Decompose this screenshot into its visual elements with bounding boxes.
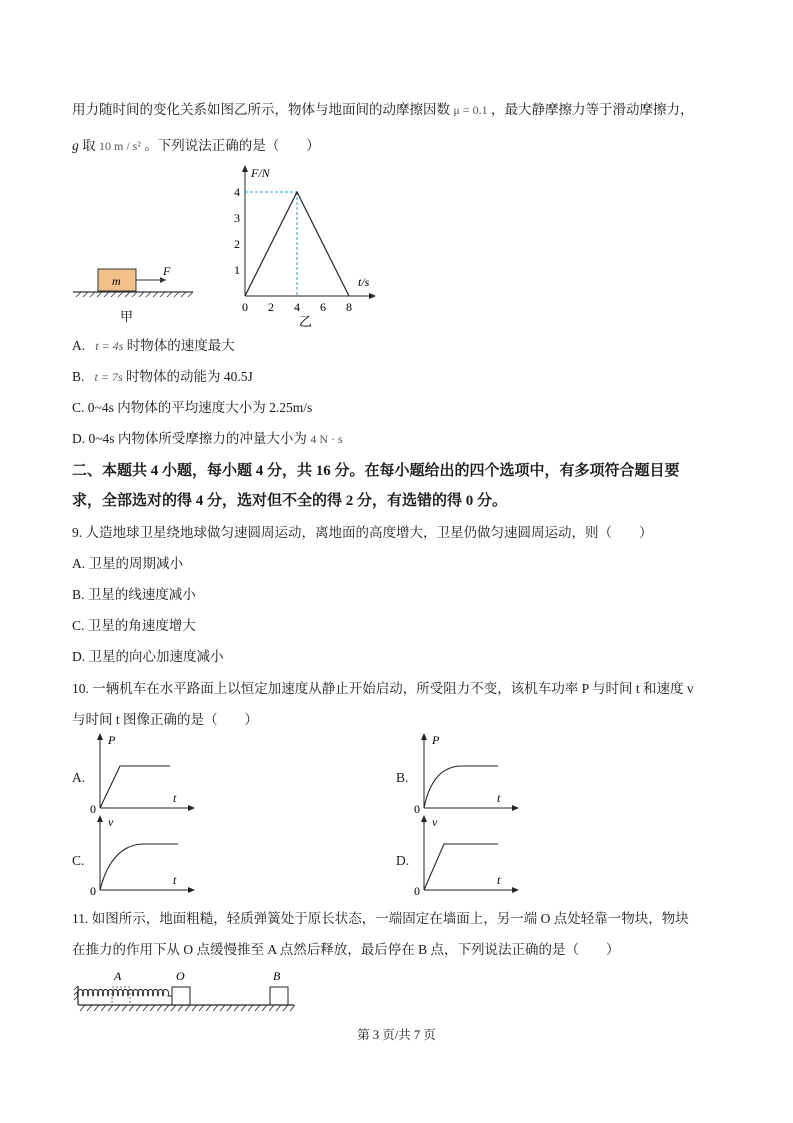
y-tick-label: 3 (234, 211, 240, 225)
option-math: 4 N · s (310, 432, 343, 446)
y-axis-arrow (242, 165, 248, 172)
q10-graph-b[interactable] (412, 730, 522, 815)
graph-d-curve (424, 844, 498, 890)
intro-text: 用力随时间的变化关系如图乙所示，物体与地面间的动摩擦因数 (72, 102, 450, 117)
y-tick-label: 1 (234, 263, 240, 277)
intro-line-2 (72, 137, 320, 155)
y-tick-label: 2 (234, 237, 240, 251)
y-tick-label: 4 (234, 185, 240, 199)
label-a: A (114, 969, 122, 983)
q8-option-b[interactable] (72, 368, 253, 386)
x-tick-label: 2 (268, 300, 274, 314)
q10-option-b-label[interactable]: B. (396, 770, 409, 785)
intro-line-1 (72, 101, 693, 119)
floor-hatch (80, 1005, 295, 1011)
graph-a-ylabel: P (108, 733, 116, 747)
ground-hatch (76, 292, 193, 297)
graph-a-curve (100, 766, 170, 808)
option-math: t = 7s (94, 370, 123, 384)
q10-option-c-label[interactable]: C. (72, 853, 85, 868)
figure-jia (68, 255, 198, 327)
section2-line-1: 二、本题共 4 小题，每小题 4 分，共 16 分。在每小题给出的四个选项中，有多项符合题目要 (72, 463, 680, 479)
q10-option-a-label[interactable]: A. (72, 770, 86, 785)
block-position-b (270, 987, 288, 1005)
q8-option-d[interactable] (72, 430, 343, 448)
q8-option-c[interactable] (72, 399, 312, 417)
mass-label: m (112, 274, 121, 288)
graph-b-curve (424, 766, 498, 808)
graph-c-xlabel: t (173, 873, 177, 887)
graph-c-curve (100, 844, 178, 890)
option-text: 0~4s 内物体所受摩擦力的冲量大小为 (88, 431, 307, 446)
q11-spring-diagram (72, 966, 302, 1020)
graph-b-ylabel: P (432, 733, 440, 747)
x-tick-label: 4 (294, 300, 300, 314)
q10-option-d-label[interactable]: D. (396, 853, 410, 868)
option-text: 0~4s 内物体的平均速度大小为 2.25m/s (87, 400, 313, 415)
label-o: O (176, 969, 185, 983)
option-label: C. (72, 400, 85, 415)
option-text: 时物体的速度最大 (126, 338, 235, 353)
x-tick-label: 6 (320, 300, 326, 314)
q11-stem-2: 在推力的作用下从 O 点缓慢推至 A 点然后释放，最后停在 B 点，下列说法正确的是（ ） (72, 942, 620, 957)
graph-c-ylabel: v (108, 815, 114, 829)
graph-a-xlabel: t (173, 791, 177, 805)
graph-b-origin: 0 (414, 802, 420, 815)
intro-text-3: 取 (82, 138, 96, 153)
q9-option-c[interactable]: C. 卫星的角速度增大 (72, 618, 196, 633)
page-footer: 第 3 页/共 7 页 (357, 1028, 436, 1042)
q9-stem: 9. 人造地球卫星绕地球做匀速圆周运动，离地面的高度增大，卫星仍做匀速圆周运动，则（ ） (72, 525, 653, 540)
force-label: F (163, 264, 171, 278)
option-label: A. (72, 338, 86, 353)
q10-graph-c[interactable] (88, 812, 198, 897)
option-math: t = 4s (95, 339, 124, 353)
x-tick-label: 8 (346, 300, 352, 314)
q9-option-d[interactable]: D. 卫星的向心加速度减小 (72, 649, 224, 664)
x-tick-label: 0 (242, 300, 248, 314)
q10-stem-1: 10. 一辆机车在水平路面上以恒定加速度从静止开始启动，所受阻力不变，该机车功率 P 与时间 t 和速度 v (72, 681, 694, 696)
graph-a-origin: 0 (90, 802, 96, 815)
figure-yi-chart (225, 160, 385, 330)
q10-graph-d[interactable] (412, 812, 522, 897)
x-axis-label: t/s (358, 275, 370, 289)
q11-stem-1: 11. 如图所示，地面粗糙，轻质弹簧处于原长状态，一端固定在墙面上，另一端 O 点处轻靠一物块，物块 (72, 911, 689, 926)
graph-d-origin: 0 (414, 884, 420, 897)
mu-value: μ = 0.1 (453, 103, 488, 117)
option-text: 时物体的动能为 40.5J (126, 369, 253, 384)
g-symbol: g (72, 138, 79, 153)
label-b: B (273, 969, 281, 983)
graph-d-ylabel: v (432, 815, 438, 829)
caption-yi: 乙 (299, 314, 313, 329)
q10-stem-2: 与时间 t 图像正确的是（ ） (72, 712, 259, 727)
intro-text-2: ，最大静摩擦力等于滑动摩擦力， (490, 102, 694, 117)
spring (77, 990, 172, 996)
graph-d-xlabel: t (497, 873, 501, 887)
option-label: B. (72, 369, 85, 384)
intro-text-4: 。下列说法正确的是（ ） (144, 138, 320, 153)
q9-option-a[interactable]: A. 卫星的周期减小 (72, 556, 183, 571)
caption-jia: 甲 (120, 309, 134, 324)
q9-option-b[interactable]: B. 卫星的线速度减小 (72, 587, 196, 602)
x-axis-arrow (369, 293, 376, 299)
q10-graph-a[interactable] (88, 730, 198, 815)
g-value: 10 m / s² (99, 139, 141, 153)
section2-line-2: 求，全部选对的得 4 分，选对但不全的得 2 分，有选错的得 0 分。 (72, 493, 508, 509)
graph-c-origin: 0 (90, 884, 96, 897)
block-position-o (172, 987, 190, 1005)
y-axis-label: F/N (251, 166, 270, 180)
q8-option-a[interactable] (72, 337, 235, 355)
graph-b-xlabel: t (497, 791, 501, 805)
option-label: D. (72, 431, 86, 446)
